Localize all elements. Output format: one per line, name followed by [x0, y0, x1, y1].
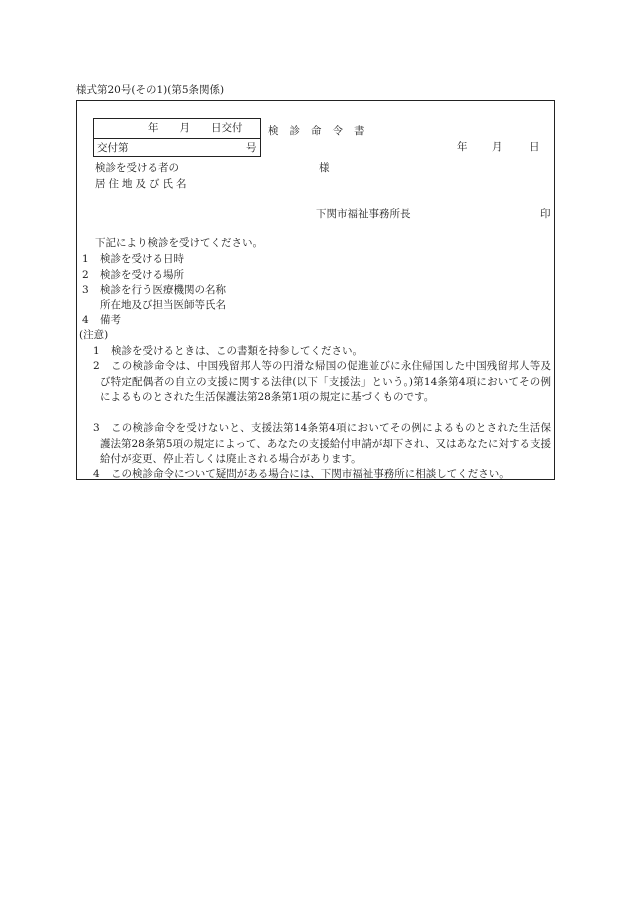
document-title: 検診命令書	[268, 125, 376, 137]
item-number: 1	[82, 253, 89, 265]
note-text: この検診命令について疑問がある場合には、下関市福祉事務所に相談してください。	[111, 468, 510, 480]
recipient-label-line2: 居住地及び氏名	[95, 178, 190, 190]
recipient-label-line1: 検診を受ける者の	[95, 162, 179, 174]
date-day: 日	[529, 141, 540, 153]
item-text: 備考	[100, 314, 121, 326]
issue-box-divider	[94, 138, 260, 139]
issue-number-prefix: 交付第	[97, 142, 129, 154]
item-text: 検診を受ける場所	[100, 269, 184, 281]
item-number: 2	[82, 269, 89, 281]
item-text: 検診を受ける日時	[100, 253, 184, 265]
note-number: 3	[93, 422, 100, 434]
note-number: 2	[93, 360, 100, 372]
item-text: 検診を行う医療機関の名称	[100, 284, 226, 296]
date-month: 月	[492, 141, 503, 153]
note-text: この検診命令は、中国残留邦人等の円滑な帰国の促進並びに永住帰国した中国残留邦人等及び特定配偶者の自立の支援に関する法律(以下「支援法」という。)第14条第4項においてその例によるものとされた生活保護法第28条第1項の規定に基づくものです。	[100, 360, 551, 403]
issue-date-line: 年 月 日交付	[148, 122, 243, 134]
note-number: 1	[93, 345, 100, 357]
item-text: 所在地及び担当医師等氏名	[100, 299, 226, 311]
note-number: 4	[93, 468, 100, 480]
seal-mark: 印	[540, 208, 551, 220]
intro-text: 下記により検診を受けてください。	[95, 237, 263, 249]
recipient-honorific: 様	[319, 162, 330, 174]
note-text: 検診を受けるときは、この書類を持参してください。	[111, 345, 363, 357]
item-number: 3	[82, 284, 89, 296]
notes-heading: (注意)	[79, 329, 109, 341]
issue-number-suffix: 号	[246, 142, 257, 154]
issuer-office: 下関市福祉事務所長	[316, 208, 411, 220]
form-number-label: 様式第20号(その1)(第5条関係)	[76, 84, 225, 96]
item-number: 4	[82, 314, 89, 326]
note-text: この検診命令を受けないと、支援法第14条第4項においてその例によるものとされた生活保護法第28条第5項の規定によって、あなたの支援給付申請が却下され、又はあなたに対する支援給付が変更、停止若しくは廃止される場合があります。	[100, 422, 551, 465]
date-year: 年	[457, 141, 468, 153]
